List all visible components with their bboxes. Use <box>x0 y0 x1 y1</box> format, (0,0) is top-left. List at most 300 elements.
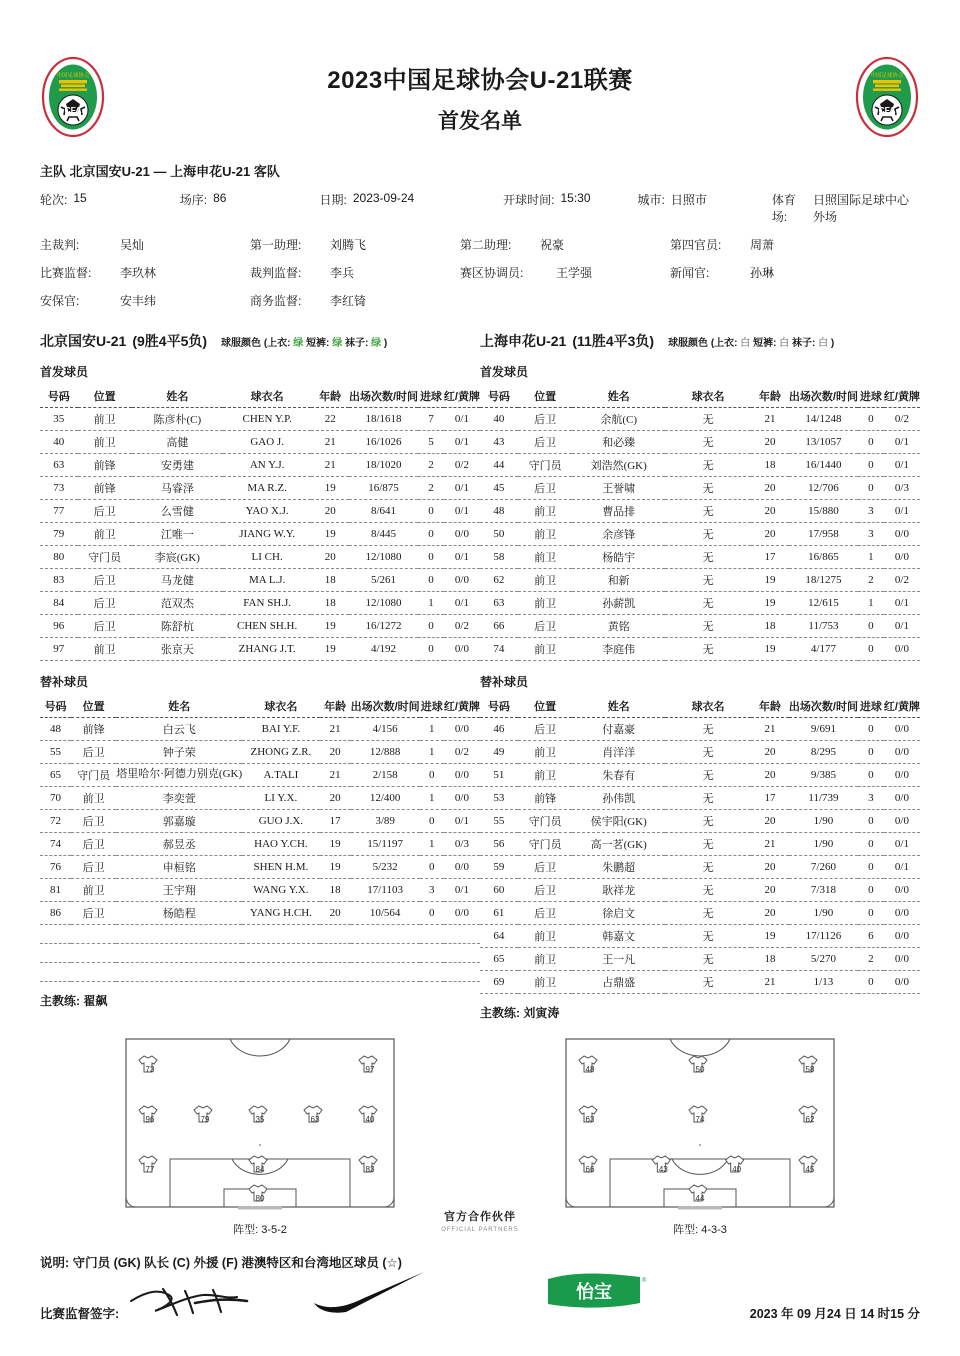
cell-goals: 3 <box>420 879 444 902</box>
cell-cards: 0/1 <box>444 546 480 569</box>
cell-shirt: 无 <box>665 569 751 592</box>
cell-cards: 0/0 <box>884 546 920 569</box>
away-team-name: 上海申花U-21 <box>170 164 251 179</box>
cell-name: 高健 <box>132 431 223 454</box>
cell-name: 安勇建 <box>132 454 223 477</box>
cell-no: 50 <box>480 523 518 546</box>
cell-age: 19 <box>751 569 789 592</box>
cell-shirt: SHEN H.M. <box>242 856 319 879</box>
cell-shirt: WANG Y.X. <box>242 879 319 902</box>
cell-age: 17 <box>751 546 789 569</box>
cell-cards: 0/0 <box>884 925 920 948</box>
home-formation-label: 阵型: <box>233 1224 259 1236</box>
cell-age: 21 <box>311 431 349 454</box>
page-title: 2023中国足球协会U-21联赛 <box>327 66 633 94</box>
home-starters-title: 首发球员 <box>40 365 89 379</box>
order-label: 场序: <box>179 193 208 207</box>
assistant2-field <box>460 236 670 253</box>
cell-no: 79 <box>40 523 78 546</box>
cell-name: 么雪健 <box>132 500 223 523</box>
cell-shirt: 无 <box>665 902 751 925</box>
kit-shorts-label: 短裤: <box>306 338 330 349</box>
table-row <box>40 718 480 741</box>
table-row <box>480 408 920 431</box>
cell-no: 49 <box>480 741 518 764</box>
table-row <box>40 902 480 925</box>
cell-goals: 0 <box>858 810 884 833</box>
cell-cards: 0/0 <box>444 569 480 592</box>
home-label: 主队 <box>40 164 67 179</box>
cell-apps: 13/1057 <box>789 431 858 454</box>
referee-assessor-label: 裁判监督: <box>250 266 302 280</box>
th-age: 年龄 <box>311 386 349 408</box>
cell-age: 19 <box>311 615 349 638</box>
cell-no: 51 <box>480 764 518 787</box>
cell-cards: 0/0 <box>884 879 920 902</box>
home-pitch-diagram <box>120 1035 400 1215</box>
cell-pos: 守门员 <box>518 454 573 477</box>
cell-apps: 16/1440 <box>789 454 858 477</box>
cell-pos: 前锋 <box>71 718 116 741</box>
cell-name: 耿祥龙 <box>572 879 665 902</box>
cell-goals: 0 <box>858 431 884 454</box>
cell-name: 陈彦朴(C) <box>132 408 223 431</box>
table-row <box>480 741 920 764</box>
cell-goals: 6 <box>858 925 884 948</box>
cell-shirt: JIANG W.Y. <box>223 523 312 546</box>
cell-pos: 后卫 <box>518 615 573 638</box>
cell-apps: 15/1197 <box>351 833 420 856</box>
cell-no: 46 <box>480 718 518 741</box>
cell-shirt: FAN SH.J. <box>223 592 312 615</box>
cell-shirt: CHEN Y.P. <box>223 408 312 431</box>
cell-name: 刘浩然(GK) <box>572 454 665 477</box>
cell-no: 61 <box>480 902 518 925</box>
cell-shirt: 无 <box>665 523 751 546</box>
coordinator-field <box>460 264 670 281</box>
city-value: 日照市 <box>670 193 707 207</box>
match-info-row-1 <box>40 191 920 225</box>
cell-shirt: 无 <box>665 408 751 431</box>
cell-apps: 12/400 <box>351 787 420 810</box>
stadium-label: 体育场: <box>771 193 796 224</box>
cell-shirt: A.TALI <box>242 764 319 787</box>
cell-cards: 0/1 <box>884 592 920 615</box>
th-shirt: 球衣名 <box>242 696 319 718</box>
fourth-official-value: 周萧 <box>750 238 775 252</box>
kit-prefix: 球服颜色 (上衣: <box>668 338 738 349</box>
cell-pos: 前锋 <box>518 787 573 810</box>
cell-apps: 12/888 <box>351 741 420 764</box>
player-number: 74 <box>695 1115 705 1124</box>
cell-no: 97 <box>40 638 78 661</box>
cell-cards: 0/0 <box>884 523 920 546</box>
cell-cards: 0/2 <box>884 569 920 592</box>
table-row-blank <box>40 944 480 963</box>
away-pitch-wrap <box>480 1035 920 1237</box>
cell-cards: 0/3 <box>444 833 480 856</box>
kit-socks-label: 袜子: <box>791 338 816 349</box>
cell-no: 40 <box>480 408 518 431</box>
legend-note: 说明: 守门员 (GK) 队长 (C) 外援 (F) 港澳特区和台湾地区球员 (☆) <box>40 1256 402 1270</box>
th-cards: 红/黄牌 <box>444 696 480 718</box>
table-row <box>480 546 920 569</box>
cell-name: 占鼎盛 <box>572 971 665 994</box>
player-number: 79 <box>200 1115 210 1124</box>
th-name: 姓名 <box>572 696 665 718</box>
table-row <box>480 948 920 971</box>
cell-shirt: MA L.J. <box>223 569 312 592</box>
player-number: 63 <box>585 1115 595 1124</box>
cell-cards: 0/1 <box>884 500 920 523</box>
cell-cards: 0/0 <box>444 856 480 879</box>
table-row <box>480 879 920 902</box>
yibao-logo <box>540 1269 650 1318</box>
cell-no: 81 <box>40 879 71 902</box>
cell-apps: 18/1020 <box>349 454 418 477</box>
th-pos: 位置 <box>78 386 132 408</box>
cell-cards: 0/1 <box>884 454 920 477</box>
away-team-header <box>480 331 920 351</box>
cell-age: 20 <box>320 902 351 925</box>
home-coach-name: 翟飙 <box>83 994 108 1008</box>
cell-apps: 1/13 <box>789 971 858 994</box>
home-starters-table <box>40 386 480 661</box>
cell-name: 和必臻 <box>572 431 665 454</box>
teams-container <box>40 331 920 1021</box>
th-name: 姓名 <box>116 696 242 718</box>
table-row <box>40 523 480 546</box>
cell-apps: 14/1248 <box>789 408 858 431</box>
penalty-spot <box>699 1144 701 1146</box>
cell-apps: 17/1126 <box>789 925 858 948</box>
th-goals: 进球 <box>418 386 444 408</box>
cell-name: 朱鹏超 <box>572 856 665 879</box>
cell-goals: 3 <box>858 787 884 810</box>
table-row <box>40 592 480 615</box>
table-row <box>40 477 480 500</box>
cell-no: 63 <box>480 592 518 615</box>
cell-shirt: ZHONG Z.R. <box>242 741 319 764</box>
cell-name: 陈舒杭 <box>132 615 223 638</box>
penalty-spot <box>259 1144 261 1146</box>
table-row <box>40 408 480 431</box>
away-team-block <box>480 331 920 1021</box>
cell-shirt: LI Y.X. <box>242 787 319 810</box>
table-row <box>40 810 480 833</box>
cell-name: 侯宇阳(GK) <box>572 810 665 833</box>
cell-age: 17 <box>751 787 789 810</box>
date-label: 日期: <box>319 193 347 207</box>
cell-cards: 0/0 <box>444 718 480 741</box>
cell-apps: 8/295 <box>789 741 858 764</box>
cell-age: 19 <box>311 523 349 546</box>
cell-no: 53 <box>480 787 518 810</box>
cell-pos: 后卫 <box>518 718 573 741</box>
yibao-text: 怡宝 <box>576 1282 612 1302</box>
security-officer-value: 安丰纬 <box>120 294 157 308</box>
cell-goals: 5 <box>418 431 444 454</box>
nike-logo <box>310 1269 430 1318</box>
cell-pos: 后卫 <box>78 569 132 592</box>
cell-apps: 1/90 <box>789 810 858 833</box>
cell-no: 77 <box>40 500 78 523</box>
cell-name: 余航(C) <box>572 408 665 431</box>
cell-shirt: 无 <box>665 638 751 661</box>
cell-no: 48 <box>40 718 71 741</box>
kit-shorts-label: 短裤: <box>753 338 777 349</box>
th-pos: 位置 <box>518 386 573 408</box>
cell-age: 19 <box>311 477 349 500</box>
home-subs-title: 替补球员 <box>40 675 89 689</box>
cell-name: 白云飞 <box>116 718 242 741</box>
cell-no: 74 <box>480 638 518 661</box>
th-apps: 出场次数/时间 <box>789 386 858 408</box>
away-kit-colors <box>668 334 834 349</box>
cell-no: 72 <box>40 810 71 833</box>
home-subs-table <box>40 696 480 982</box>
cell-no: 84 <box>40 592 78 615</box>
cell-apps: 16/1272 <box>349 615 418 638</box>
assistant1-label: 第一助理: <box>250 238 302 252</box>
table-row <box>40 615 480 638</box>
table-row <box>40 500 480 523</box>
cell-name: 李宸(GK) <box>132 546 223 569</box>
cell-name: 李奕萱 <box>116 787 242 810</box>
cell-goals: 1 <box>420 718 444 741</box>
table-row <box>40 856 480 879</box>
commissioner-label: 比赛监督: <box>40 266 92 280</box>
cell-age: 20 <box>751 856 789 879</box>
table-row <box>480 615 920 638</box>
cell-name: 马龙健 <box>132 569 223 592</box>
media-officer-field <box>670 264 774 281</box>
home-coach <box>40 992 480 1009</box>
home-team-name: 北京国安U-21 <box>69 164 150 179</box>
player-number: 66 <box>585 1165 595 1174</box>
cell-cards: 0/1 <box>444 431 480 454</box>
cell-goals: 1 <box>858 592 884 615</box>
cell-age: 20 <box>751 431 789 454</box>
cell-no: 55 <box>40 741 71 764</box>
referee-label: 主裁判: <box>40 238 80 252</box>
cell-cards: 0/0 <box>444 902 480 925</box>
cell-shirt: 无 <box>665 546 751 569</box>
cell-apps: 18/1618 <box>349 408 418 431</box>
cell-age: 20 <box>751 764 789 787</box>
cell-apps: 18/1275 <box>789 569 858 592</box>
cell-pos: 前卫 <box>518 741 573 764</box>
th-no: 号码 <box>40 696 71 718</box>
cell-no: 80 <box>40 546 78 569</box>
formation-diagrams <box>40 1035 920 1237</box>
referee-field <box>40 236 250 253</box>
cell-no: 48 <box>480 500 518 523</box>
cell-apps: 8/641 <box>349 500 418 523</box>
table-row <box>40 454 480 477</box>
cell-goals: 1 <box>858 546 884 569</box>
cell-age: 20 <box>751 500 789 523</box>
cell-age: 18 <box>320 879 351 902</box>
cell-name: 和新 <box>572 569 665 592</box>
cell-apps: 16/875 <box>349 477 418 500</box>
cell-no: 44 <box>480 454 518 477</box>
away-team-record: (11胜4平3负) <box>572 333 655 349</box>
player-number: 62 <box>805 1115 815 1124</box>
cell-shirt: 无 <box>665 810 751 833</box>
away-starters-title: 首发球员 <box>480 365 529 379</box>
cell-no: 55 <box>480 810 518 833</box>
home-team-title: 北京国安U-21 <box>40 333 127 349</box>
cell-age: 20 <box>311 546 349 569</box>
cell-pos: 后卫 <box>71 833 116 856</box>
cell-cards: 0/0 <box>884 971 920 994</box>
cell-apps: 5/232 <box>351 856 420 879</box>
kit-prefix: 球服颜色 (上衣: <box>221 338 291 349</box>
cell-shirt: 无 <box>665 879 751 902</box>
away-starters-table <box>480 386 920 661</box>
svg-text:CFA: CFA <box>878 105 896 115</box>
cell-apps: 3/89 <box>351 810 420 833</box>
cell-name: 黄铭 <box>572 615 665 638</box>
cell-no: 60 <box>480 879 518 902</box>
cell-no: 74 <box>40 833 71 856</box>
kickoff-value: 15:30 <box>560 191 591 205</box>
cell-apps: 1/90 <box>789 833 858 856</box>
away-formation-value: 4-3-3 <box>701 1224 727 1236</box>
cell-goals: 2 <box>418 477 444 500</box>
cell-shirt: 无 <box>665 431 751 454</box>
svg-text:中国足球协会: 中国足球协会 <box>870 73 904 79</box>
cell-pos: 前卫 <box>518 638 573 661</box>
cell-goals: 0 <box>858 856 884 879</box>
cell-pos: 后卫 <box>518 856 573 879</box>
cell-pos: 前卫 <box>518 592 573 615</box>
cell-shirt: ZHANG J.T. <box>223 638 312 661</box>
table-row <box>40 546 480 569</box>
cell-goals: 1 <box>418 592 444 615</box>
th-no: 号码 <box>480 696 518 718</box>
table-row <box>480 925 920 948</box>
th-pos: 位置 <box>71 696 116 718</box>
home-kit-colors <box>221 334 387 349</box>
cell-apps: 9/691 <box>789 718 858 741</box>
fourth-official-label: 第四官员: <box>670 238 722 252</box>
cell-apps: 15/880 <box>789 500 858 523</box>
table-row-blank <box>40 925 480 944</box>
cell-cards: 0/1 <box>884 833 920 856</box>
cell-goals: 7 <box>418 408 444 431</box>
table-row-blank <box>40 963 480 982</box>
cell-cards: 0/1 <box>444 500 480 523</box>
away-shorts-color: 白 <box>779 338 790 349</box>
cell-no: 43 <box>480 431 518 454</box>
cell-age: 20 <box>751 477 789 500</box>
cell-cards: 0/2 <box>444 741 480 764</box>
table-row <box>480 787 920 810</box>
table-row <box>40 741 480 764</box>
svg-text:CFA: CFA <box>64 105 82 115</box>
table-header-row <box>480 386 920 408</box>
table-row <box>480 431 920 454</box>
table-row <box>480 477 920 500</box>
media-officer-value: 孙琳 <box>750 266 775 280</box>
coordinator-value: 王学强 <box>556 266 593 280</box>
player-number: 50 <box>695 1065 705 1074</box>
cell-name: 郭嘉璇 <box>116 810 242 833</box>
cell-cards: 0/0 <box>884 741 920 764</box>
cell-goals: 0 <box>858 454 884 477</box>
player-number: 40 <box>365 1115 375 1124</box>
security-officer-field <box>40 292 250 309</box>
table-row <box>40 431 480 454</box>
cell-name: 杨皓宇 <box>572 546 665 569</box>
cell-goals: 0 <box>420 902 444 925</box>
cell-apps: 4/177 <box>789 638 858 661</box>
cell-pos: 前卫 <box>71 787 116 810</box>
table-row <box>480 856 920 879</box>
th-shirt: 球衣名 <box>665 386 751 408</box>
page-header <box>40 0 920 139</box>
cell-pos: 守门员 <box>71 764 116 787</box>
cell-apps: 12/1080 <box>349 592 418 615</box>
cell-age: 18 <box>751 615 789 638</box>
cell-shirt: 无 <box>665 454 751 477</box>
cell-age: 20 <box>320 787 351 810</box>
table-row <box>480 500 920 523</box>
cell-pos: 前卫 <box>518 569 573 592</box>
player-number: 97 <box>365 1065 375 1074</box>
cell-age: 19 <box>320 856 351 879</box>
player-number: 48 <box>585 1065 595 1074</box>
cell-age: 19 <box>751 638 789 661</box>
coordinator-label: 赛区协调员: <box>460 266 524 280</box>
cell-name: 李庭伟 <box>572 638 665 661</box>
cell-no: 83 <box>40 569 78 592</box>
cell-goals: 0 <box>420 856 444 879</box>
cell-goals: 2 <box>858 569 884 592</box>
cell-cards: 0/0 <box>444 523 480 546</box>
away-label: 客队 <box>253 164 280 179</box>
match-teams-line <box>40 161 920 180</box>
cell-pos: 前卫 <box>518 948 573 971</box>
away-coach <box>480 1004 920 1021</box>
player-number: 80 <box>255 1194 265 1203</box>
home-team-block <box>40 331 480 1021</box>
player-number: 73 <box>145 1065 155 1074</box>
cell-apps: 7/260 <box>789 856 858 879</box>
cell-pos: 后卫 <box>78 500 132 523</box>
date-value: 2023-09-24 <box>352 191 415 205</box>
th-age: 年龄 <box>751 696 789 718</box>
cell-apps: 11/739 <box>789 787 858 810</box>
round-value: 15 <box>73 191 87 205</box>
cell-pos: 后卫 <box>518 431 573 454</box>
table-row <box>480 971 920 994</box>
cell-apps: 12/706 <box>789 477 858 500</box>
cell-goals: 0 <box>418 615 444 638</box>
cell-no: 70 <box>40 787 71 810</box>
away-subs-table <box>480 696 920 994</box>
cell-goals: 0 <box>418 523 444 546</box>
home-team-header <box>40 331 480 351</box>
cell-shirt: 无 <box>665 615 751 638</box>
cell-goals: 0 <box>858 718 884 741</box>
cell-goals: 1 <box>420 833 444 856</box>
cell-shirt: 无 <box>665 500 751 523</box>
kit-suffix: ) <box>830 338 835 349</box>
th-cards: 红/黄牌 <box>444 386 480 408</box>
